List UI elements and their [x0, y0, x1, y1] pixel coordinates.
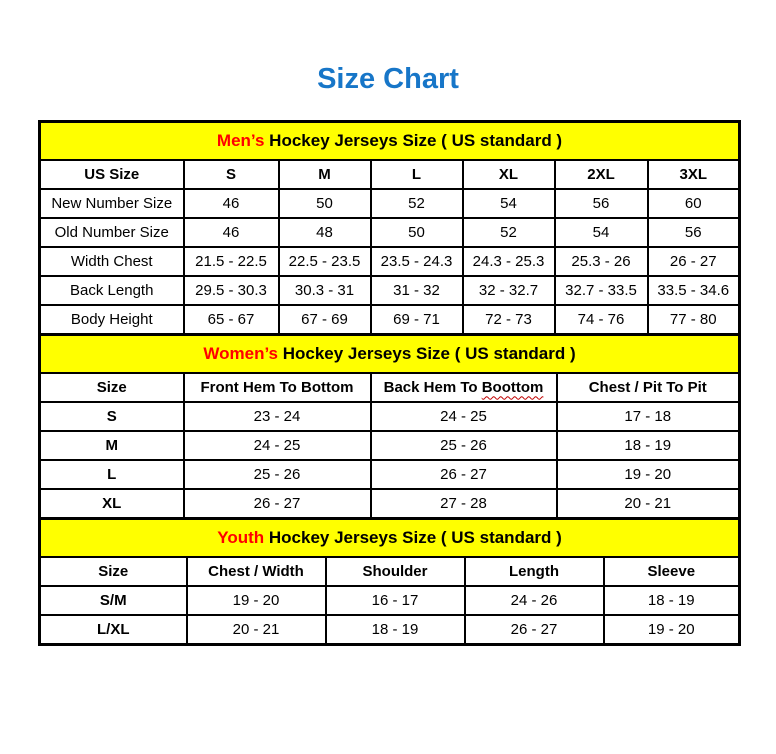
- column-header: M: [279, 160, 371, 189]
- column-header: US Size: [40, 160, 184, 189]
- banner-rest-text: Hockey Jerseys Size ( US standard ): [278, 344, 576, 363]
- cell-value: 24 - 25: [184, 431, 371, 460]
- cell-value: 25 - 26: [184, 460, 371, 489]
- cell-value: 17 - 18: [557, 402, 740, 431]
- table-row: [40, 218, 740, 247]
- row-label: Old Number Size: [40, 218, 184, 247]
- table-row: [40, 460, 740, 489]
- size-tables: [38, 120, 738, 646]
- row-label: New Number Size: [40, 189, 184, 218]
- section-banner-row-women: [40, 335, 740, 374]
- cell-value: 19 - 20: [604, 615, 740, 645]
- table-row: [40, 305, 740, 335]
- cell-value: 23 - 24: [184, 402, 371, 431]
- cell-value: 25.3 - 26: [555, 247, 648, 276]
- cell-value: 72 - 73: [463, 305, 555, 335]
- cell-value: 50: [279, 189, 371, 218]
- cell-value: 54: [463, 189, 555, 218]
- size-table-youth: [38, 517, 741, 646]
- cell-value: 20 - 21: [557, 489, 740, 519]
- column-header: S: [184, 160, 279, 189]
- cell-value: 20 - 21: [187, 615, 326, 645]
- column-header: L: [371, 160, 463, 189]
- column-header: Sleeve: [604, 557, 740, 586]
- column-header: 3XL: [648, 160, 740, 189]
- cell-value: 31 - 32: [371, 276, 463, 305]
- banner-accent-text: Youth: [217, 528, 265, 547]
- cell-value: 52: [463, 218, 555, 247]
- section-banner-row-men: [40, 122, 740, 161]
- cell-value: 56: [555, 189, 648, 218]
- size-table-men: [38, 120, 741, 336]
- cell-value: 19 - 20: [187, 586, 326, 615]
- section-banner-youth: [40, 519, 740, 558]
- cell-value: 69 - 71: [371, 305, 463, 335]
- cell-value: 23.5 - 24.3: [371, 247, 463, 276]
- cell-value: 22.5 - 23.5: [279, 247, 371, 276]
- cell-value: 48: [279, 218, 371, 247]
- column-header: Size: [40, 373, 184, 402]
- row-label: XL: [40, 489, 184, 519]
- section-banner-women: [40, 335, 740, 374]
- cell-value: 67 - 69: [279, 305, 371, 335]
- cell-value: 16 - 17: [326, 586, 465, 615]
- cell-value: 74 - 76: [555, 305, 648, 335]
- column-header: Chest / Pit To Pit: [557, 373, 740, 402]
- cell-value: 21.5 - 22.5: [184, 247, 279, 276]
- table-row: [40, 276, 740, 305]
- cell-value: 24.3 - 25.3: [463, 247, 555, 276]
- column-header: XL: [463, 160, 555, 189]
- column-header: 2XL: [555, 160, 648, 189]
- cell-value: 26 - 27: [648, 247, 740, 276]
- cell-value: 26 - 27: [371, 460, 557, 489]
- cell-value: 19 - 20: [557, 460, 740, 489]
- banner-accent-text: Women’s: [203, 344, 278, 363]
- header-row-men: [40, 160, 740, 189]
- column-header: Back Hem To Boottom: [371, 373, 557, 402]
- row-label: L: [40, 460, 184, 489]
- cell-value: 54: [555, 218, 648, 247]
- cell-value: 27 - 28: [371, 489, 557, 519]
- table-row: [40, 402, 740, 431]
- cell-value: 25 - 26: [371, 431, 557, 460]
- cell-value: 29.5 - 30.3: [184, 276, 279, 305]
- cell-value: 65 - 67: [184, 305, 279, 335]
- table-row: [40, 489, 740, 519]
- cell-value: 24 - 25: [371, 402, 557, 431]
- cell-value: 60: [648, 189, 740, 218]
- column-header: Front Hem To Bottom: [184, 373, 371, 402]
- row-label: Body Height: [40, 305, 184, 335]
- cell-value: 46: [184, 218, 279, 247]
- misspelled-word: Boottom: [481, 378, 544, 396]
- column-header: Shoulder: [326, 557, 465, 586]
- row-label: Width Chest: [40, 247, 184, 276]
- row-label: S: [40, 402, 184, 431]
- row-label: L/XL: [40, 615, 187, 645]
- cell-value: 33.5 - 34.6: [648, 276, 740, 305]
- table-row: [40, 615, 740, 645]
- column-header: Length: [465, 557, 604, 586]
- table-row: [40, 247, 740, 276]
- cell-value: 46: [184, 189, 279, 218]
- page-title: Size Chart: [317, 63, 459, 95]
- cell-value: 26 - 27: [184, 489, 371, 519]
- header-row-youth: [40, 557, 740, 586]
- cell-value: 18 - 19: [326, 615, 465, 645]
- banner-accent-text: Men’s: [216, 131, 265, 150]
- cell-value: 30.3 - 31: [279, 276, 371, 305]
- table-row: [40, 586, 740, 615]
- section-banner-men: [40, 122, 740, 161]
- cell-value: 32.7 - 33.5: [555, 276, 648, 305]
- column-header: Chest / Width: [187, 557, 326, 586]
- row-label: M: [40, 431, 184, 460]
- cell-value: 18 - 19: [604, 586, 740, 615]
- cell-value: 18 - 19: [557, 431, 740, 460]
- cell-value: 24 - 26: [465, 586, 604, 615]
- cell-value: 26 - 27: [465, 615, 604, 645]
- cell-value: 32 - 32.7: [463, 276, 555, 305]
- row-label: S/M: [40, 586, 187, 615]
- table-row: [40, 431, 740, 460]
- row-label: Back Length: [40, 276, 184, 305]
- section-banner-row-youth: [40, 519, 740, 558]
- cell-value: 52: [371, 189, 463, 218]
- column-header: Size: [40, 557, 187, 586]
- size-table-women: [38, 333, 741, 520]
- header-row-women: [40, 373, 740, 402]
- cell-value: 56: [648, 218, 740, 247]
- cell-value: 77 - 80: [648, 305, 740, 335]
- table-row: [40, 189, 740, 218]
- cell-value: 50: [371, 218, 463, 247]
- banner-rest-text: Hockey Jerseys Size ( US standard ): [264, 528, 562, 547]
- banner-rest-text: Hockey Jerseys Size ( US standard ): [264, 131, 563, 150]
